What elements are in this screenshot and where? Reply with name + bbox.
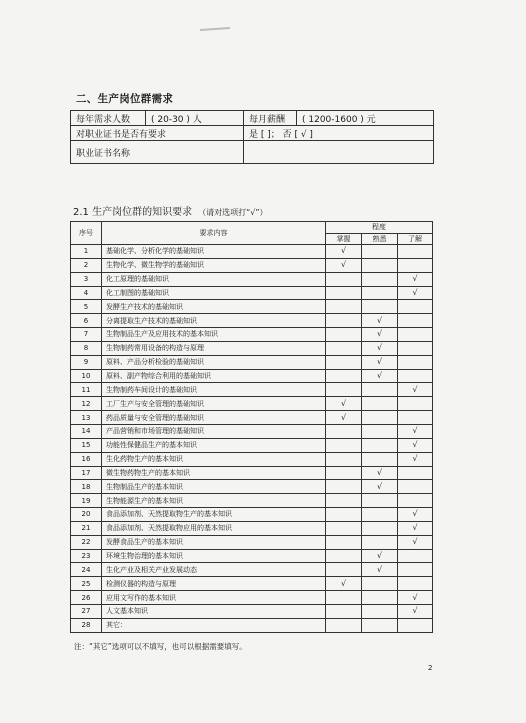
row-number: 7 [71,328,102,342]
familiar-mark [362,383,398,397]
row-number: 11 [71,383,102,397]
understand-mark [398,300,433,314]
understand-mark: √ [398,424,433,438]
familiar-mark: √ [362,355,398,369]
table-row [71,397,433,411]
table-row [71,494,433,508]
master-mark [326,314,362,328]
row-content: 发酵食品生产的基本知识 [102,535,326,549]
master-mark [326,383,362,397]
master-mark: √ [326,245,362,259]
row-content: 生物制药常用设备的构造与原理 [102,341,326,355]
header-content: 要求内容 [102,222,326,245]
familiar-mark [362,397,398,411]
table-row [71,549,433,563]
understand-mark: √ [398,508,433,522]
understand-mark [398,245,433,259]
row-content: 微生物药物生产的基本知识 [102,466,326,480]
master-mark [326,480,362,494]
master-mark [326,535,362,549]
row-content: 分离提取生产技术的基础知识 [102,314,326,328]
table-row [71,521,433,535]
row-content: 检测仪器的构造与原理 [102,577,326,591]
master-mark [326,438,362,452]
knowledge-title [73,203,267,218]
knowledge-table [70,221,433,633]
row-number: 2 [71,258,102,272]
cert-name-label: 职业证书名称 [71,141,244,164]
header-familiar: 熟悉 [362,233,398,245]
familiar-mark [362,411,398,425]
row-number: 13 [71,411,102,425]
knowledge-hint: （请对选项打“√”） [198,208,268,217]
master-mark [326,591,362,605]
familiar-mark [362,521,398,535]
understand-mark: √ [398,452,433,466]
row-content: 功能性保健品生产的基本知识 [102,438,326,452]
demand-value: ( 20-30 ) 人 [146,111,244,126]
master-mark [326,618,362,632]
row-content: 生物制药车间设计的基础知识 [102,383,326,397]
table-row [71,272,433,286]
understand-mark [398,411,433,425]
understand-mark [398,549,433,563]
familiar-mark [362,508,398,522]
row-number: 25 [71,577,102,591]
table-row [71,245,433,259]
row-content: 发酵生产技术的基础知识 [102,300,326,314]
table-row [71,563,433,577]
master-mark [326,604,362,618]
table-row [71,618,433,632]
row-number: 4 [71,286,102,300]
master-mark [326,452,362,466]
row-content: 工厂生产与安全管理的基础知识 [102,397,326,411]
table-row [71,300,433,314]
header-master: 掌握 [326,233,362,245]
familiar-mark: √ [362,563,398,577]
row-content: 原料、产品分析检验的基础知识 [102,355,326,369]
master-mark [326,508,362,522]
cert-required-value: 是 [ ]； 否 [ √ ] [244,126,434,141]
table-row [71,438,433,452]
row-content: 食品添加剂、天然提取物应用的基本知识 [102,521,326,535]
master-mark: √ [326,411,362,425]
table-row [71,577,433,591]
row-number: 22 [71,535,102,549]
row-number: 14 [71,424,102,438]
understand-mark [398,314,433,328]
understand-mark [398,397,433,411]
master-mark: √ [326,258,362,272]
understand-mark: √ [398,286,433,300]
familiar-mark [362,535,398,549]
row-content: 生物制品生产及应用技术的基本知识 [102,328,326,342]
familiar-mark [362,286,398,300]
master-mark [326,300,362,314]
master-mark [326,466,362,480]
familiar-mark: √ [362,466,398,480]
row-content: 生物能源生产的基本知识 [102,494,326,508]
master-mark [326,328,362,342]
row-content: 生物制品生产的基本知识 [102,480,326,494]
table-row [71,591,433,605]
familiar-mark: √ [362,369,398,383]
row-number: 27 [71,604,102,618]
row-number: 6 [71,314,102,328]
understand-mark [398,369,433,383]
table-row [71,328,433,342]
row-number: 15 [71,438,102,452]
table-row [71,341,433,355]
row-number: 20 [71,508,102,522]
row-content: 化工原理的基础知识 [102,272,326,286]
understand-mark: √ [398,604,433,618]
header-no: 序号 [71,222,102,245]
table-row [71,314,433,328]
familiar-mark [362,438,398,452]
row-number: 18 [71,480,102,494]
master-mark [326,494,362,508]
master-mark [326,369,362,383]
understand-mark: √ [398,591,433,605]
understand-mark [398,328,433,342]
row-number: 1 [71,245,102,259]
familiar-mark [362,577,398,591]
footnote: 注：“其它”选项可以不填写，也可以根据需要填写。 [74,642,247,651]
familiar-mark: √ [362,314,398,328]
master-mark [326,549,362,563]
familiar-mark: √ [362,549,398,563]
understand-mark [398,577,433,591]
row-number: 3 [71,272,102,286]
cert-required-label: 对职业证书是否有要求 [71,126,244,141]
cert-name-value [244,141,434,164]
knowledge-table-body [71,245,433,633]
familiar-mark: √ [362,341,398,355]
familiar-mark [362,494,398,508]
page-number: 2 [428,664,433,672]
understand-mark [398,480,433,494]
row-number: 5 [71,300,102,314]
row-content: 环境生物治理的基本知识 [102,549,326,563]
familiar-mark [362,272,398,286]
understand-mark [398,494,433,508]
table-row [71,466,433,480]
master-mark [326,341,362,355]
understand-mark: √ [398,272,433,286]
row-number: 9 [71,355,102,369]
understand-mark [398,466,433,480]
familiar-mark [362,245,398,259]
salary-label: 每月薪酬 [244,111,297,126]
familiar-mark [362,258,398,272]
master-mark [326,563,362,577]
master-mark [326,286,362,300]
familiar-mark [362,424,398,438]
understand-mark: √ [398,438,433,452]
table-row [71,383,433,397]
familiar-mark [362,300,398,314]
master-mark [326,272,362,286]
understand-mark [398,258,433,272]
row-content: 基础化学、分析化学的基础知识 [102,245,326,259]
table-row [71,452,433,466]
row-number: 21 [71,521,102,535]
row-content: 生物化学、微生物学的基础知识 [102,258,326,272]
table-row [71,604,433,618]
row-number: 8 [71,341,102,355]
table-row [71,411,433,425]
header-understand: 了解 [398,233,433,245]
understand-mark [398,618,433,632]
row-content: 化工制图的基础知识 [102,286,326,300]
row-number: 10 [71,369,102,383]
understand-mark [398,341,433,355]
row-content: 产品营销和市场管理的基础知识 [102,424,326,438]
row-content: 生化产业及相关产业发展动态 [102,563,326,577]
table-row [71,424,433,438]
row-content: 原料、副产物综合利用的基础知识 [102,369,326,383]
master-mark [326,521,362,535]
understand-mark: √ [398,383,433,397]
row-number: 19 [71,494,102,508]
scan-smudge [200,27,230,31]
row-number: 26 [71,591,102,605]
row-number: 24 [71,563,102,577]
table-row [71,480,433,494]
master-mark: √ [326,397,362,411]
section-title: 二、生产岗位群需求 [76,93,174,105]
salary-value: ( 1200-1600 ) 元 [297,111,434,126]
table-row [71,258,433,272]
understand-mark [398,563,433,577]
master-mark: √ [326,577,362,591]
table-row [71,355,433,369]
familiar-mark: √ [362,328,398,342]
table-row [71,369,433,383]
understand-mark [398,355,433,369]
header-degree: 程度 [326,222,433,234]
row-content: 人文基本知识 [102,604,326,618]
row-content: 生化药物生产的基本知识 [102,452,326,466]
row-number: 28 [71,618,102,632]
row-content: 应用文写作的基本知识 [102,591,326,605]
understand-mark: √ [398,535,433,549]
familiar-mark [362,618,398,632]
familiar-mark: √ [362,480,398,494]
understand-mark: √ [398,521,433,535]
familiar-mark [362,591,398,605]
demand-label: 每年需求人数 [71,111,146,126]
requirements-table [70,110,434,164]
table-row [71,508,433,522]
knowledge-title-text: 2.1 生产岗位群的知识要求 [73,207,193,218]
familiar-mark [362,452,398,466]
row-content: 药品质量与安全管理的基础知识 [102,411,326,425]
row-content: 食品添加剂、天然提取物生产的基本知识 [102,508,326,522]
table-row [71,535,433,549]
row-number: 17 [71,466,102,480]
row-content: 其它： [102,618,326,632]
row-number: 23 [71,549,102,563]
row-number: 12 [71,397,102,411]
master-mark [326,355,362,369]
row-number: 16 [71,452,102,466]
master-mark [326,424,362,438]
table-row [71,286,433,300]
familiar-mark [362,604,398,618]
